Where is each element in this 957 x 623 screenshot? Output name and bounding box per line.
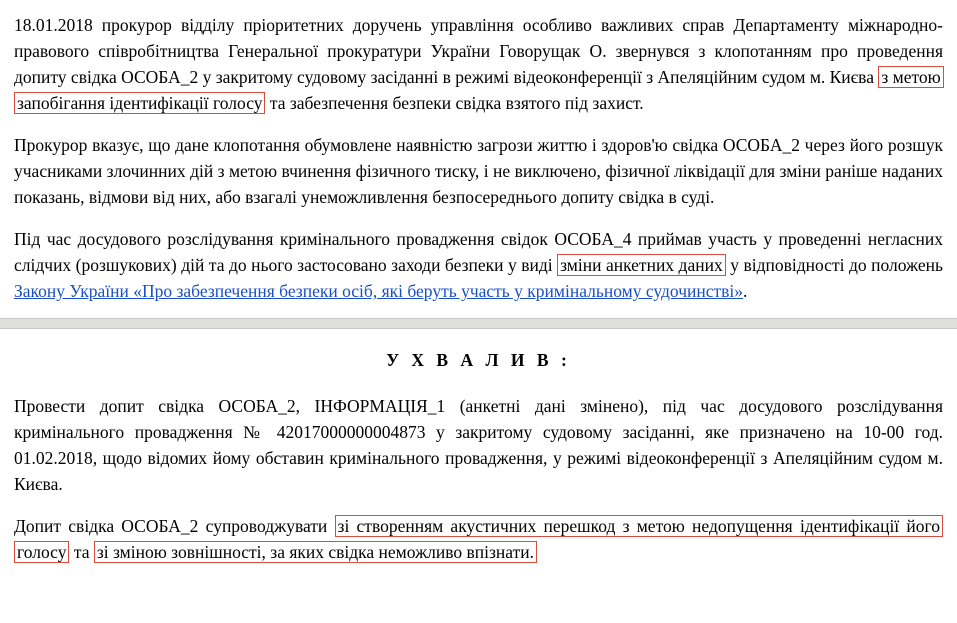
text-run: Прокурор вказує, що дане клопотання обумовлене наявністю загрози життю і здоров'ю свідка ОСОБА_2 через його розшук учасниками злочинних дій з метою вчинення фізичного тиску, і не виключено, фізичної ліквідації для зміни раніше наданих показань, відмови від них, або взагалі унеможливлення безпосереднього допиту свідка в суді.: [14, 135, 943, 207]
text-run: 18.01.2018 прокурор відділу пріоритетних доручень управління особливо важливих справ Департаменту міжнародно-правового співробітництва Генеральної прокуратури України Говорущак О. звернувся з клопотанням про проведення допиту свідка ОСОБА_2 у закритому судовому засіданні в режимі відеоконференції з Апеляційним судом м. Києва: [14, 15, 943, 87]
paragraph-5: [14, 513, 943, 565]
text-run: .: [743, 281, 748, 301]
highlighted-text-data-change: зміни анкетних даних: [557, 254, 726, 276]
document-section-top: [0, 0, 957, 304]
highlighted-text-acoustic-interference: зі створенням акустичних перешкод з метою недопущення ідентифікації його голосу: [14, 515, 943, 563]
highlighted-text-voice-identification: з метою запобігання ідентифікації голосу: [14, 66, 944, 114]
paragraph-4: [14, 393, 943, 497]
ruling-heading: У Х В А Л И В :: [386, 350, 571, 370]
paragraph-1: [14, 12, 943, 116]
paragraph-2: [14, 132, 943, 210]
text-run: Допит свідка ОСОБА_2 супроводжувати: [14, 516, 335, 536]
text-run: у відповідності до положень: [725, 255, 944, 275]
text-run: Під час досудового розслідування кримінального провадження свідок ОСОБА_4 приймав участь у проведенні негласних слідчих (розшукових) дій та до нього застосовано заходи безпеки у виді: [14, 229, 943, 275]
highlighted-text-appearance-change: зі зміною зовнішності, за яких свідка неможливо впізнати.: [94, 541, 537, 563]
document-section-bottom: [0, 329, 957, 565]
page-break-divider: [0, 318, 957, 329]
text-run: Провести допит свідка ОСОБА_2, ІНФОРМАЦІЯ_1 (анкетні дані змінено), під час досудового розслідування кримінального провадження № 42017000000004873 у закритому судовому засіданні, яке призначено на 10-00 год. 01.02.2018, щодо відомих йому обставин кримінального провадження, у режимі відеоконференції з Апеляційним судом м. Києва.: [14, 396, 943, 494]
law-reference-link[interactable]: Закону України «Про забезпечення безпеки осіб, які беруть участь у кримінальному судочинстві»: [14, 281, 744, 301]
paragraph-3: [14, 226, 943, 304]
text-run: та: [69, 542, 94, 562]
text-run: та забезпечення безпеки свідка взятого під захист.: [265, 93, 644, 113]
